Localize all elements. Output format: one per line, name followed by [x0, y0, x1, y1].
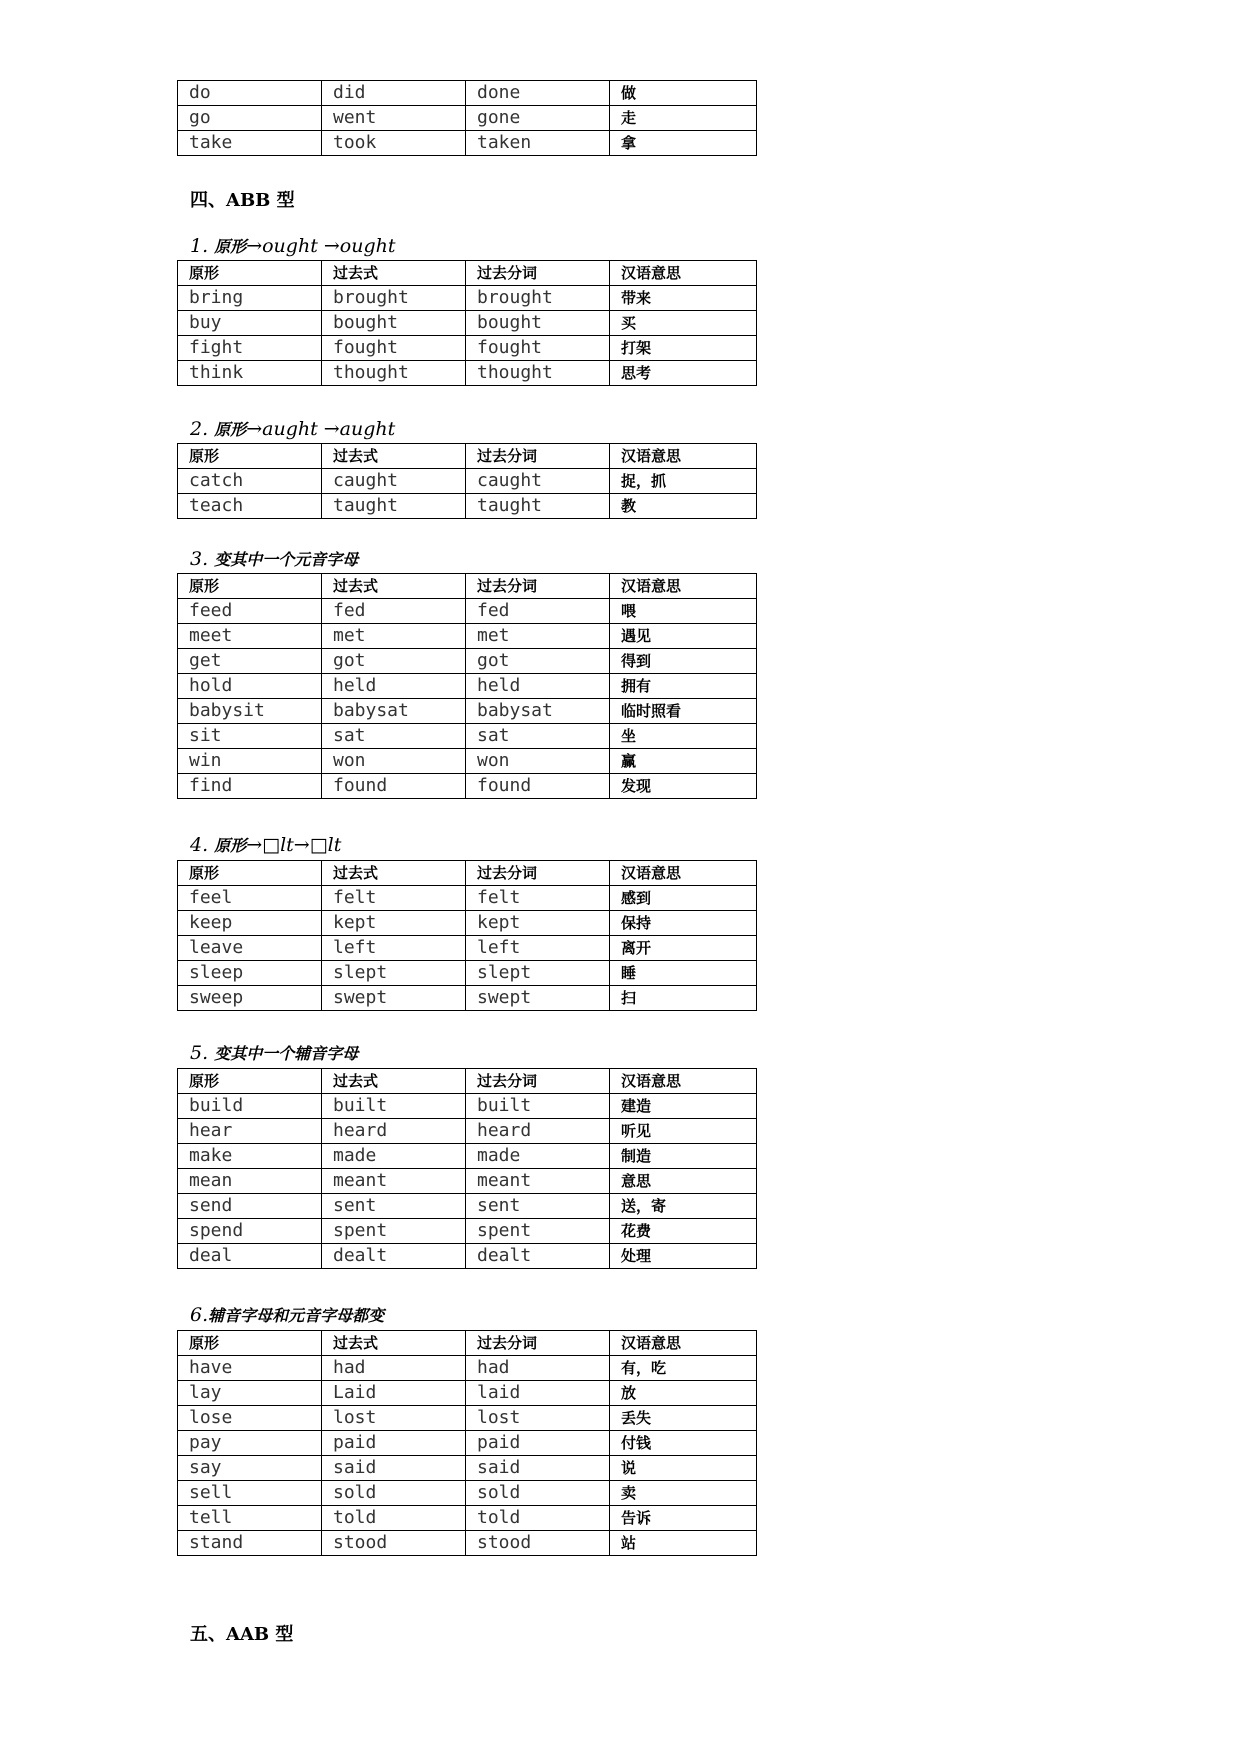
column-header: 汉语意思	[610, 444, 757, 469]
verb-table	[177, 1330, 757, 1556]
base-form-cell: deal	[178, 1244, 322, 1269]
subsection-pattern: →□lt→□lt	[246, 834, 342, 856]
past-participle-cell: told	[466, 1506, 610, 1531]
past-tense-cell: fed	[322, 599, 466, 624]
table-row	[178, 1119, 757, 1144]
past-tense-cell: paid	[322, 1431, 466, 1456]
column-header: 汉语意思	[610, 261, 757, 286]
table-row	[178, 599, 757, 624]
table-row	[178, 286, 757, 311]
column-header: 过去分词	[466, 1069, 610, 1094]
verb-table	[177, 260, 757, 386]
past-participle-cell: kept	[466, 911, 610, 936]
base-form-cell: make	[178, 1144, 322, 1169]
base-form-cell: feed	[178, 599, 322, 624]
past-tense-cell: Laid	[322, 1381, 466, 1406]
table-row	[178, 749, 757, 774]
base-form-cell: build	[178, 1094, 322, 1119]
base-form-cell: hear	[178, 1119, 322, 1144]
table-row	[178, 1481, 757, 1506]
table-row	[178, 1219, 757, 1244]
base-form-cell: sell	[178, 1481, 322, 1506]
table-row	[178, 469, 757, 494]
past-tense-cell: held	[322, 674, 466, 699]
subsection-label: 辅音字母和元音字母都变	[208, 1306, 385, 1325]
table-header-row	[178, 444, 757, 469]
past-tense-cell: told	[322, 1506, 466, 1531]
past-tense-cell: spent	[322, 1219, 466, 1244]
past-tense-cell: sent	[322, 1194, 466, 1219]
meaning-cell: 拥有	[610, 674, 757, 699]
past-participle-cell: taught	[466, 494, 610, 519]
meaning-cell: 走	[610, 106, 757, 131]
past-tense-cell: went	[322, 106, 466, 131]
column-header: 原形	[178, 574, 322, 599]
meaning-cell: 拿	[610, 131, 757, 156]
column-header: 过去式	[322, 861, 466, 886]
past-participle-cell: fed	[466, 599, 610, 624]
base-form-cell: meet	[178, 624, 322, 649]
past-participle-cell: swept	[466, 986, 610, 1011]
past-participle-cell: heard	[466, 1119, 610, 1144]
past-tense-cell: caught	[322, 469, 466, 494]
past-tense-cell: took	[322, 131, 466, 156]
meaning-cell: 站	[610, 1531, 757, 1556]
column-header: 过去分词	[466, 1331, 610, 1356]
meaning-cell: 得到	[610, 649, 757, 674]
table-row	[178, 1456, 757, 1481]
meaning-cell: 有，吃	[610, 1356, 757, 1381]
base-form-cell: take	[178, 131, 322, 156]
subsection-title	[190, 234, 396, 257]
table-row	[178, 1144, 757, 1169]
verb-table	[177, 573, 757, 799]
past-participle-cell: spent	[466, 1219, 610, 1244]
column-header: 汉语意思	[610, 1331, 757, 1356]
past-participle-cell: felt	[466, 886, 610, 911]
base-form-cell: tell	[178, 1506, 322, 1531]
past-tense-cell: brought	[322, 286, 466, 311]
base-form-cell: stand	[178, 1531, 322, 1556]
column-header: 原形	[178, 1331, 322, 1356]
past-participle-cell: built	[466, 1094, 610, 1119]
meaning-cell: 喂	[610, 599, 757, 624]
meaning-cell: 建造	[610, 1094, 757, 1119]
column-header: 过去式	[322, 574, 466, 599]
meaning-cell: 花费	[610, 1219, 757, 1244]
past-tense-cell: fought	[322, 336, 466, 361]
table-row	[178, 774, 757, 799]
past-tense-cell: met	[322, 624, 466, 649]
table-row	[178, 1169, 757, 1194]
table-header-row	[178, 261, 757, 286]
table-row	[178, 1194, 757, 1219]
base-form-cell: hold	[178, 674, 322, 699]
table-header-row	[178, 861, 757, 886]
subsection-label: 变其中一个辅音字母	[214, 1044, 359, 1063]
verb-table	[177, 443, 757, 519]
table-row	[178, 311, 757, 336]
subsection-number: 1.	[190, 235, 209, 257]
past-participle-cell: made	[466, 1144, 610, 1169]
past-participle-cell: found	[466, 774, 610, 799]
base-form-cell: teach	[178, 494, 322, 519]
base-form-cell: sit	[178, 724, 322, 749]
table-row	[178, 1381, 757, 1406]
past-tense-cell: dealt	[322, 1244, 466, 1269]
column-header: 过去分词	[466, 574, 610, 599]
past-participle-cell: left	[466, 936, 610, 961]
table-row	[178, 106, 757, 131]
table-row	[178, 1431, 757, 1456]
column-header: 原形	[178, 1069, 322, 1094]
past-participle-cell: fought	[466, 336, 610, 361]
table-row	[178, 986, 757, 1011]
meaning-cell: 思考	[610, 361, 757, 386]
past-participle-cell: caught	[466, 469, 610, 494]
meaning-cell: 付钱	[610, 1431, 757, 1456]
table-row	[178, 1094, 757, 1119]
table-header-row	[178, 1331, 757, 1356]
past-participle-cell: stood	[466, 1531, 610, 1556]
table-row	[178, 1506, 757, 1531]
subsection-number: 3.	[190, 548, 209, 570]
meaning-cell: 处理	[610, 1244, 757, 1269]
past-tense-cell: taught	[322, 494, 466, 519]
past-tense-cell: had	[322, 1356, 466, 1381]
past-participle-cell: laid	[466, 1381, 610, 1406]
subsection-title	[190, 1303, 384, 1326]
past-tense-cell: thought	[322, 361, 466, 386]
past-tense-cell: bought	[322, 311, 466, 336]
column-header: 原形	[178, 444, 322, 469]
past-participle-cell: sold	[466, 1481, 610, 1506]
base-form-cell: lose	[178, 1406, 322, 1431]
base-form-cell: feel	[178, 886, 322, 911]
column-header: 过去式	[322, 1069, 466, 1094]
base-form-cell: sleep	[178, 961, 322, 986]
past-tense-cell: built	[322, 1094, 466, 1119]
column-header: 过去分词	[466, 861, 610, 886]
subsection-label: 原形	[214, 237, 247, 256]
meaning-cell: 睡	[610, 961, 757, 986]
past-participle-cell: taken	[466, 131, 610, 156]
past-tense-cell: said	[322, 1456, 466, 1481]
column-header: 原形	[178, 261, 322, 286]
meaning-cell: 听见	[610, 1119, 757, 1144]
verb-table	[177, 1068, 757, 1269]
section-heading-aab: 五、AAB 型	[190, 1624, 294, 1645]
past-participle-cell: done	[466, 81, 610, 106]
meaning-cell: 赢	[610, 749, 757, 774]
past-participle-cell: paid	[466, 1431, 610, 1456]
past-participle-cell: won	[466, 749, 610, 774]
base-form-cell: babysit	[178, 699, 322, 724]
past-tense-cell: sold	[322, 1481, 466, 1506]
table-header-row	[178, 1069, 757, 1094]
meaning-cell: 打架	[610, 336, 757, 361]
table-row	[178, 936, 757, 961]
past-tense-cell: swept	[322, 986, 466, 1011]
base-form-cell: get	[178, 649, 322, 674]
table-row	[178, 1531, 757, 1556]
past-participle-cell: said	[466, 1456, 610, 1481]
base-form-cell: catch	[178, 469, 322, 494]
column-header: 原形	[178, 861, 322, 886]
base-form-cell: sweep	[178, 986, 322, 1011]
base-form-cell: go	[178, 106, 322, 131]
past-participle-cell: thought	[466, 361, 610, 386]
past-tense-cell: found	[322, 774, 466, 799]
verb-table	[177, 860, 757, 1011]
table-row	[178, 336, 757, 361]
meaning-cell: 发现	[610, 774, 757, 799]
column-header: 汉语意思	[610, 1069, 757, 1094]
column-header: 汉语意思	[610, 861, 757, 886]
past-tense-cell: felt	[322, 886, 466, 911]
past-participle-cell: sent	[466, 1194, 610, 1219]
table-row	[178, 724, 757, 749]
table-row	[178, 624, 757, 649]
past-tense-cell: lost	[322, 1406, 466, 1431]
subsection-pattern: →ought →ought	[246, 235, 396, 257]
meaning-cell: 制造	[610, 1144, 757, 1169]
base-form-cell: have	[178, 1356, 322, 1381]
past-tense-cell: meant	[322, 1169, 466, 1194]
column-header: 过去式	[322, 444, 466, 469]
past-participle-cell: sat	[466, 724, 610, 749]
table-row	[178, 649, 757, 674]
subsection-number: 4.	[190, 834, 209, 856]
meaning-cell: 意思	[610, 1169, 757, 1194]
table-row	[178, 911, 757, 936]
past-participle-cell: got	[466, 649, 610, 674]
meaning-cell: 离开	[610, 936, 757, 961]
subsection-label: 变其中一个元音字母	[214, 550, 359, 569]
past-participle-cell: met	[466, 624, 610, 649]
past-participle-cell: dealt	[466, 1244, 610, 1269]
meaning-cell: 卖	[610, 1481, 757, 1506]
meaning-cell: 说	[610, 1456, 757, 1481]
meaning-cell: 扫	[610, 986, 757, 1011]
base-form-cell: pay	[178, 1431, 322, 1456]
past-participle-cell: had	[466, 1356, 610, 1381]
meaning-cell: 保持	[610, 911, 757, 936]
column-header: 过去式	[322, 1331, 466, 1356]
meaning-cell: 做	[610, 81, 757, 106]
past-tense-cell: heard	[322, 1119, 466, 1144]
base-form-cell: fight	[178, 336, 322, 361]
past-tense-cell: babysat	[322, 699, 466, 724]
base-form-cell: say	[178, 1456, 322, 1481]
table-row	[178, 361, 757, 386]
table-row	[178, 674, 757, 699]
column-header: 过去式	[322, 261, 466, 286]
meaning-cell: 遇见	[610, 624, 757, 649]
subsection-number: 6.	[190, 1304, 209, 1326]
base-form-cell: spend	[178, 1219, 322, 1244]
table-row	[178, 1244, 757, 1269]
past-participle-cell: gone	[466, 106, 610, 131]
past-participle-cell: babysat	[466, 699, 610, 724]
base-form-cell: think	[178, 361, 322, 386]
verb-table-continued	[177, 80, 757, 156]
table-row	[178, 1406, 757, 1431]
past-tense-cell: did	[322, 81, 466, 106]
table-row	[178, 1356, 757, 1381]
section-heading-abb: 四、ABB 型	[190, 190, 295, 211]
subsection-title	[190, 833, 341, 856]
base-form-cell: find	[178, 774, 322, 799]
subsection-label: 原形	[214, 836, 247, 855]
subsection-title	[190, 547, 358, 570]
subsection-label: 原形	[214, 420, 247, 439]
subsection-title	[190, 1041, 358, 1064]
past-tense-cell: won	[322, 749, 466, 774]
table-row	[178, 494, 757, 519]
subsection-title	[190, 417, 395, 440]
base-form-cell: keep	[178, 911, 322, 936]
meaning-cell: 送，寄	[610, 1194, 757, 1219]
past-tense-cell: slept	[322, 961, 466, 986]
past-tense-cell: left	[322, 936, 466, 961]
past-participle-cell: bought	[466, 311, 610, 336]
table-row	[178, 961, 757, 986]
table-header-row	[178, 574, 757, 599]
past-participle-cell: brought	[466, 286, 610, 311]
meaning-cell: 教	[610, 494, 757, 519]
table-row	[178, 699, 757, 724]
meaning-cell: 告诉	[610, 1506, 757, 1531]
column-header: 过去分词	[466, 261, 610, 286]
meaning-cell: 感到	[610, 886, 757, 911]
past-participle-cell: meant	[466, 1169, 610, 1194]
past-tense-cell: got	[322, 649, 466, 674]
past-participle-cell: slept	[466, 961, 610, 986]
subsection-pattern: →aught →aught	[246, 418, 396, 440]
meaning-cell: 买	[610, 311, 757, 336]
meaning-cell: 带来	[610, 286, 757, 311]
past-participle-cell: held	[466, 674, 610, 699]
base-form-cell: buy	[178, 311, 322, 336]
base-form-cell: leave	[178, 936, 322, 961]
table-row	[178, 886, 757, 911]
base-form-cell: send	[178, 1194, 322, 1219]
past-tense-cell: sat	[322, 724, 466, 749]
meaning-cell: 捉，抓	[610, 469, 757, 494]
subsection-number: 5.	[190, 1042, 209, 1064]
base-form-cell: win	[178, 749, 322, 774]
meaning-cell: 临时照看	[610, 699, 757, 724]
subsection-number: 2.	[190, 418, 209, 440]
meaning-cell: 丢失	[610, 1406, 757, 1431]
base-form-cell: bring	[178, 286, 322, 311]
past-tense-cell: made	[322, 1144, 466, 1169]
column-header: 过去分词	[466, 444, 610, 469]
base-form-cell: do	[178, 81, 322, 106]
base-form-cell: mean	[178, 1169, 322, 1194]
meaning-cell: 放	[610, 1381, 757, 1406]
past-tense-cell: kept	[322, 911, 466, 936]
table-row	[178, 81, 757, 106]
meaning-cell: 坐	[610, 724, 757, 749]
table-row	[178, 131, 757, 156]
past-tense-cell: stood	[322, 1531, 466, 1556]
base-form-cell: lay	[178, 1381, 322, 1406]
past-participle-cell: lost	[466, 1406, 610, 1431]
column-header: 汉语意思	[610, 574, 757, 599]
